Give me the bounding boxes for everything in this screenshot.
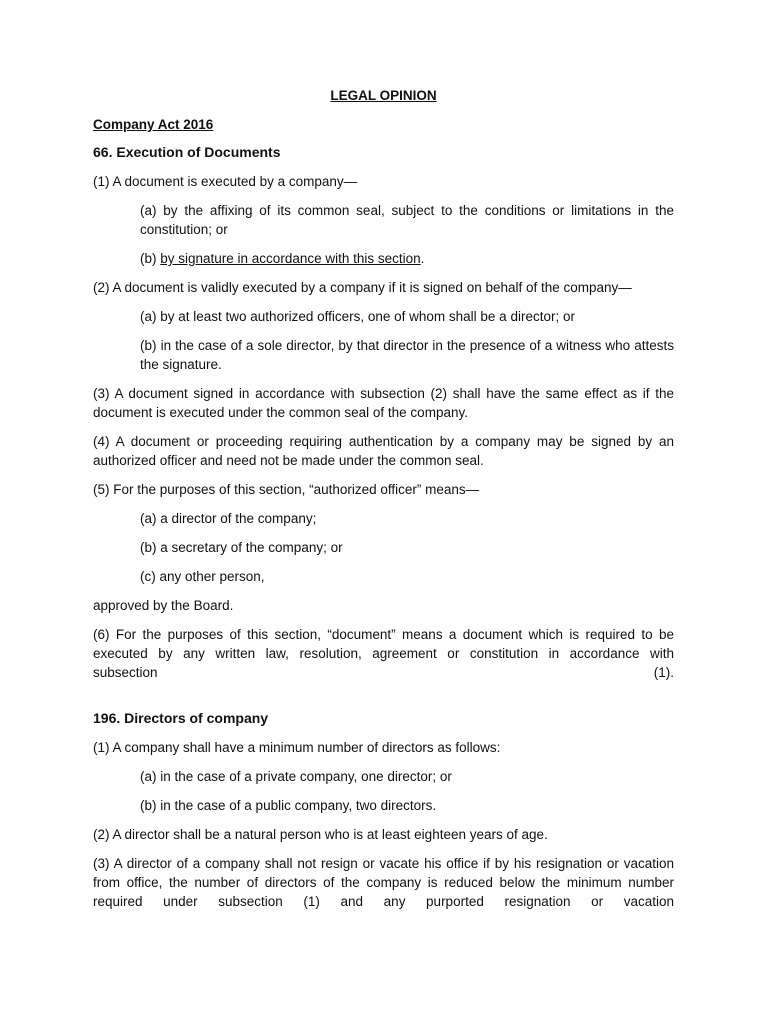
s66-subsection-5-tail: approved by the Board. [93,598,234,613]
s66-subsection-5: (5) For the purposes of this section, “authorized officer” means— [93,482,480,497]
s66-subsection-2a: (a) by at least two authorized officers, one of whom shall be a director; or [140,309,575,324]
s196-subsection-1a: (a) in the case of a private company, one director; or [140,769,452,784]
s66-subsection-6 [93,625,674,682]
s196-subsection-2: (2) A director shall be a natural person who is at least eighteen years of age. [93,827,548,842]
section-196-heading: 196. Directors of company [93,710,269,726]
s66-subsection-5c: (c) any other person, [140,569,265,584]
s66-subsection-2b: (b) in the case of a sole director, by that director in the presence of a witness who attests the signature. [140,338,674,372]
s66-subsection-3: (3) A document signed in accordance with subsection (2) shall have the same effect as if the document is executed under the common seal of the company. [93,386,674,420]
s66-6-last-right: (1). [653,665,674,680]
s66-subsection-6-text: (6) For the purposes of this section, “document” means a document which is required to be executed by any written law, resolution, agreement or constitution in accordance with [93,627,674,661]
section-spacer [93,692,674,709]
document-body [93,86,674,921]
s66-subsection-4: (4) A document or proceeding requiring authentication by a company may be signed by an authorized officer and need not be made under the common seal. [93,434,674,468]
section-66-heading: 66. Execution of Documents [93,144,281,160]
act-title: Company Act 2016 [93,117,214,132]
s66-subsection-1: (1) A document is executed by a company— [93,174,358,189]
s66-1b-underlined-text: by signature in accordance with this section [160,251,421,266]
s196-subsection-3: (3) A director of a company shall not resign or vacate his office if by his resignation or vacation from office, the number of directors of the company is reduced below the minimum number required under subsection (1) and any purported resignation or vacation [93,856,674,909]
s66-1b-suffix: . [420,251,425,266]
s66-1b-prefix: (b) [140,251,161,266]
s66-subsection-6-last-line [93,663,674,682]
s196-subsection-1: (1) A company shall have a minimum number of directors as follows: [93,740,501,755]
s196-subsection-1b: (b) in the case of a public company, two directors. [140,798,437,813]
s66-subsection-1a: (a) by the affixing of its common seal, subject to the conditions or limitations in the constitution; or [140,203,674,237]
s66-subsection-1b [140,249,674,268]
s66-subsection-5a: (a) a director of the company; [140,511,317,526]
s66-subsection-2: (2) A document is validly executed by a company if it is signed on behalf of the company— [93,280,632,295]
s66-subsection-5b: (b) a secretary of the company; or [140,540,343,555]
document-title: LEGAL OPINION [330,88,437,103]
s66-6-last-left: subsection [93,665,158,680]
